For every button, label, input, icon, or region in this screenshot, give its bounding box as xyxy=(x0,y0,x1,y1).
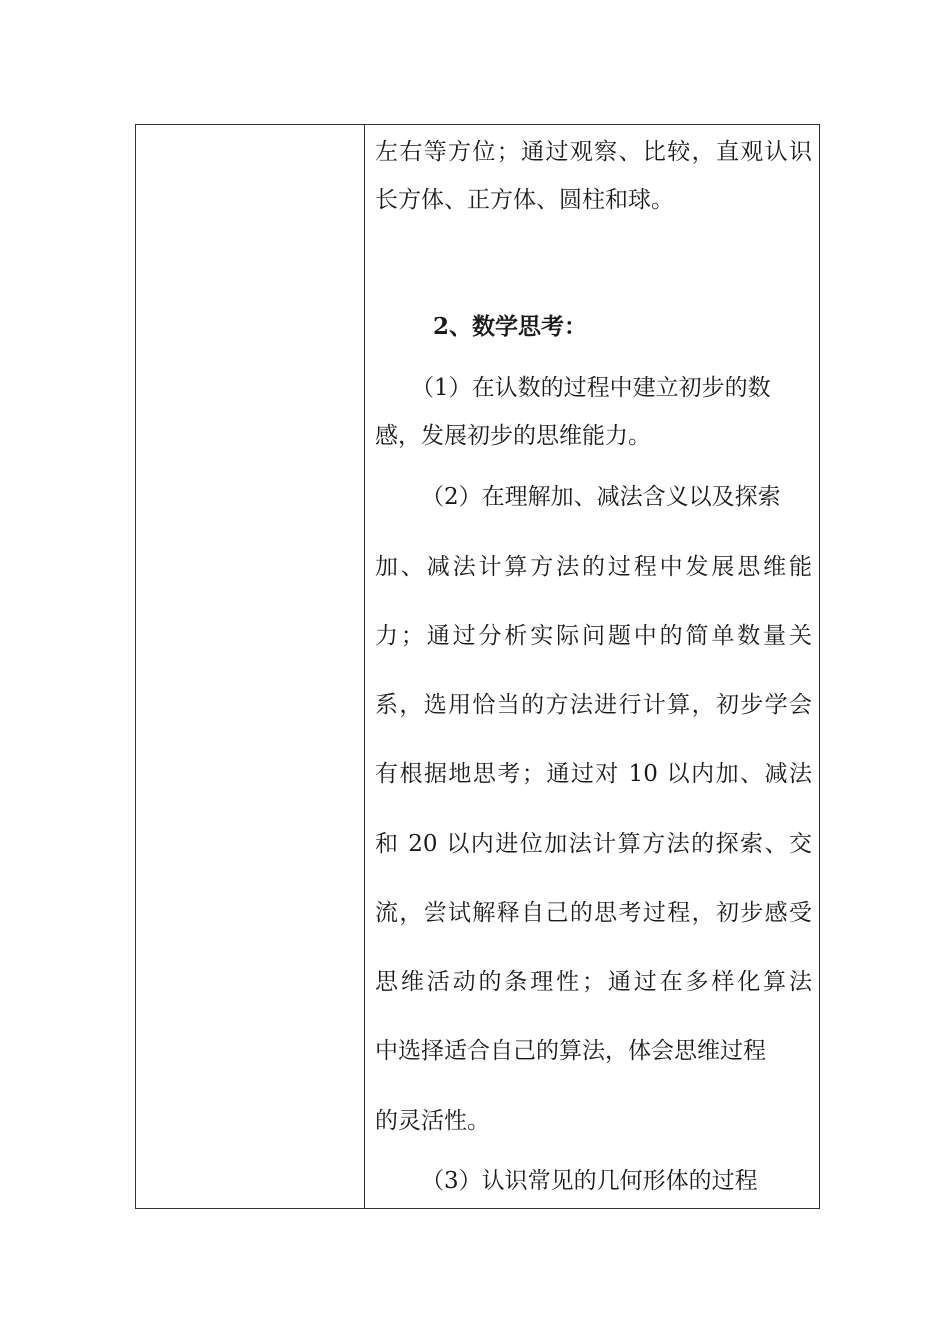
text-line: 思维活动的条理性；通过在多样化算法 xyxy=(375,969,812,995)
text-line: 力；通过分析实际问题中的简单数量关 xyxy=(375,623,812,649)
text-line: 和 20 以内进位加法计算方法的探索、交 xyxy=(375,831,812,857)
content-table xyxy=(135,124,820,1209)
section-heading: 2、数学思考： xyxy=(433,313,588,340)
text-line: 中选择适合自己的算法，体会思维过程 xyxy=(375,1038,766,1064)
text-line: 系，选用恰当的方法进行计算，初步学会 xyxy=(375,692,812,718)
text-line: 有根据地思考；通过对 10 以内加、减法 xyxy=(375,761,812,787)
text-line: 加、减法计算方法的过程中发展思维能 xyxy=(375,554,812,580)
text-line: 流，尝试解释自己的思考过程，初步感受 xyxy=(375,900,812,926)
text-line: 长方体、正方体、圆柱和球。 xyxy=(375,187,674,213)
text-line: （1）在认数的过程中建立初步的数 xyxy=(411,375,771,401)
text-line: 左右等方位；通过观察、比较，直观认识 xyxy=(375,139,812,165)
text-line: 感，发展初步的思维能力。 xyxy=(375,423,651,449)
table-right-cell xyxy=(365,125,819,1208)
text-line: 的灵活性。 xyxy=(375,1108,490,1134)
text-line: （2）在理解加、减法含义以及探索 xyxy=(421,484,781,510)
text-line: （3）认识常见的几何形体的过程 xyxy=(421,1168,758,1194)
